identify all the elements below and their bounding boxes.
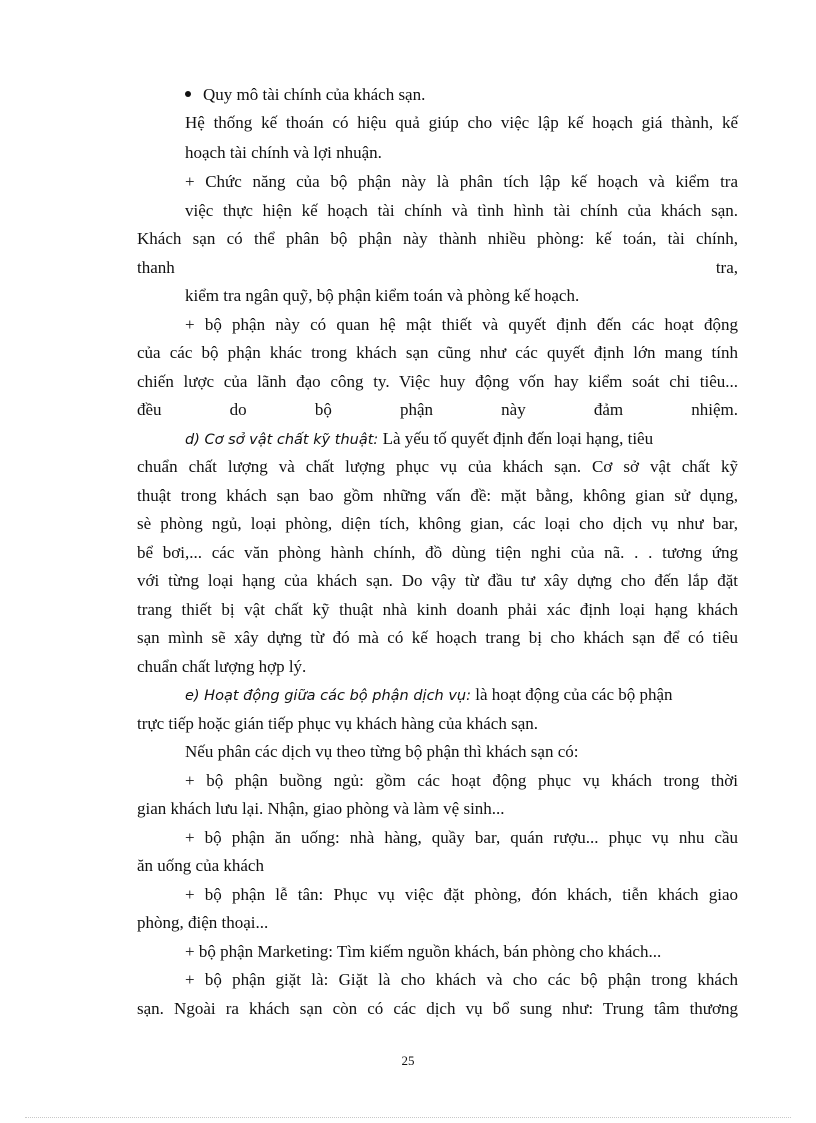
section-heading-e: e) Hoạt động giữa các bộ phận dịch vụ: là hoạt động của các bộ phận — [185, 685, 673, 704]
text-line: + bộ phận giặt là: Giặt là cho khách và cho các bộ phận trong khách — [185, 970, 738, 989]
section-heading-d: d) Cơ sở vật chất kỹ thuật: Là yếu tố quyết định đến loại hạng, tiêu — [185, 429, 654, 448]
text-line: sạn. Ngoài ra khách sạn còn có các dịch vụ bổ sung như: Trung tâm thương — [137, 999, 738, 1018]
text-line: bể bơi,... các văn phòng hành chính, đồ dùng tiện nghi của nã. . . tương ứng — [137, 543, 738, 562]
text-line: + bộ phận lễ tân: Phục vụ việc đặt phòng, đón khách, tiễn khách giao — [185, 885, 738, 904]
text-line: Khách sạn có thể phân bộ phận này thành nhiều phòng: kế toán, tài chính, — [137, 229, 738, 248]
text-line: của các bộ phận khác trong khách sạn cũng như các quyết định lớn mang tính — [137, 343, 738, 362]
text-line: kiểm tra ngân quỹ, bộ phận kiểm toán và phòng kế hoạch. — [185, 286, 580, 305]
text-line: trang thiết bị vật chất kỹ thuật nhà kinh doanh phải xác định loại hạng khách — [137, 600, 738, 619]
text-line: Nếu phân các dịch vụ theo từng bộ phận thì khách sạn có: — [185, 742, 579, 761]
text-line: việc thực hiện kế hoạch tài chính và tình hình tài chính của khách sạn. — [185, 201, 738, 220]
text-line: gian khách lưu lại. Nhận, giao phòng và làm vệ sinh... — [137, 799, 505, 818]
text-line: Hệ thống kế thoán có hiệu quả giúp cho việc lập kế hoạch giá thành, kế — [185, 113, 738, 132]
text-line: + bộ phận ăn uống: nhà hàng, quầy bar, quán rượu... phục vụ nhu cầu — [185, 828, 738, 847]
text-line: thanh tra, — [137, 258, 738, 277]
text-line: + bộ phận Marketing: Tìm kiếm nguồn khách, bán phòng cho khách... — [185, 942, 662, 961]
text-line: phòng, điện thoại... — [137, 913, 269, 932]
page-number: 25 — [401, 1053, 415, 1068]
bullet-icon — [185, 91, 191, 97]
text-line: sè phòng ngủ, loại phòng, diện tích, không gian, các loại cho dịch vụ như bar, — [137, 514, 738, 533]
text-line: thuật trong khách sạn bao gồm những vấn đề: mặt bằng, không gian sử dụng, — [137, 486, 738, 505]
text-line: ăn uống của khách — [137, 856, 264, 875]
text-line: + bộ phận buồng ngủ: gồm các hoạt động phục vụ khách trong thời — [185, 771, 738, 790]
text-line: + Chức năng của bộ phận này là phân tích lập kế hoạch và kiểm tra — [185, 172, 738, 191]
text-line: sạn mình sẽ xây dựng từ đó mà có kế hoạch trang bị cho khách sạn để có tiêu — [137, 628, 738, 647]
text-line: chuẩn chất lượng hợp lý. — [137, 657, 307, 676]
text-line: với từng loại hạng của khách sạn. Do vậy từ đầu tư xây dựng cho đến lắp đặt — [137, 571, 738, 590]
text-line: đều do bộ phận này đảm nhiệm. — [137, 400, 738, 419]
text-line: chuẩn chất lượng và chất lượng phục vụ của khách sạn. Cơ sở vật chất kỹ — [137, 457, 738, 476]
text-line: + bộ phận này có quan hệ mật thiết và quyết định đến các hoạt động — [185, 315, 738, 334]
text-line: trực tiếp hoặc gián tiếp phục vụ khách hàng của khách sạn. — [137, 714, 539, 733]
text-line: hoạch tài chính và lợi nhuận. — [185, 143, 382, 162]
text-line: chiến lược của lãnh đạo công ty. Việc huy động vốn hay kiểm soát chi tiêu... — [137, 372, 738, 391]
page-bottom-divider — [25, 1117, 791, 1118]
bullet-item: Quy mô tài chính của khách sạn. — [185, 84, 738, 106]
